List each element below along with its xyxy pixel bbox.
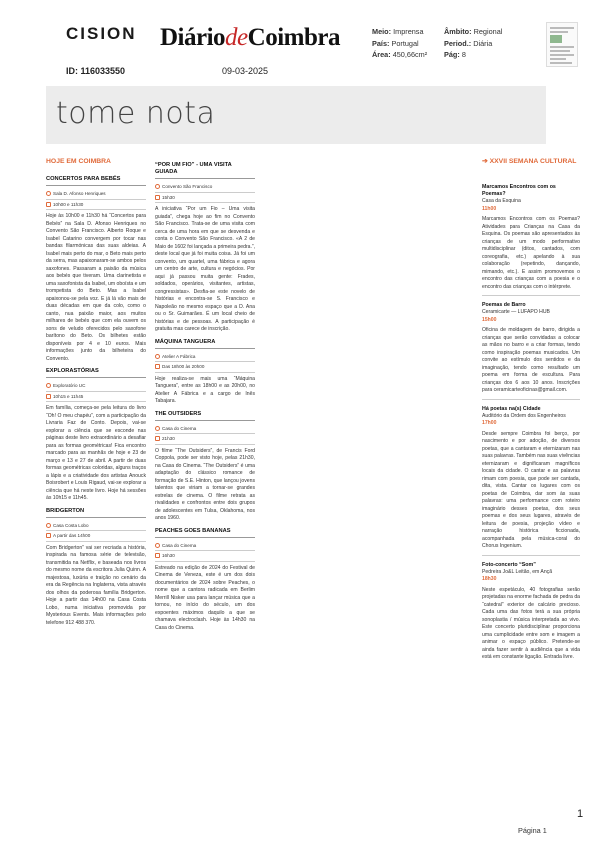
event-info [46,381,146,402]
article-body: Estreado na edição de 2024 do Festival de Cinema de Veneza, este é um dos dois documentários de 2024 sobre Peaches, o nome que a cantora radicada em Berlim Merrill Nisker usa para lançar música que a tornou, no início do século, um dos expoentes máximos daquilo a que se chamava electroclash. Hoje às 14h30 na Casa do Cinema. [155,564,255,631]
place: Exploratório UC [53,383,86,388]
clock-icon [46,202,51,207]
time: 16h30 [162,553,175,558]
place-row [155,182,255,193]
place: Casa Costa Lobo [53,522,89,528]
place-row [46,521,146,532]
clock-icon [155,553,160,558]
section-heading: THE OUTSIDERS [155,411,255,421]
event-info [155,182,255,203]
ambito-label: Âmbito: [444,27,472,36]
clock-icon [46,533,51,538]
divider [482,399,580,400]
article-body: Hoje realiza-se mais uma “Máquina Tanguera”, entre as 18h00 e as 20h00, no Atelier A Fábrica e a cargo de Inês Tabajara. [155,375,255,404]
time-row [46,200,146,211]
column-3-heading-area [482,158,592,166]
time: Das 18h00 às 20h00 [162,364,205,369]
place: Casa do Cinema [162,425,197,431]
location-pin-icon [155,184,160,189]
time: 10h15 e 11h45 [53,393,84,399]
location-pin-icon [155,543,160,548]
event-info [46,189,146,210]
area-label: Área: [372,50,391,59]
page-thumbnail [546,22,578,67]
masthead-part-2: de [225,24,248,51]
column-heading: HOJE EM COIMBRA [46,158,111,165]
newspaper-masthead [160,24,340,52]
pag-value: 8 [461,50,466,59]
clock-icon [155,195,160,200]
event-time: 15h00 [482,316,497,323]
time-row [155,362,255,373]
meta-block-right [444,26,502,61]
place-row [46,381,146,392]
time-row [46,531,146,542]
column-1 [46,158,146,627]
event-body: Oficina de moldagem de barro, dirigida a crianças que serão convidadas a colocar as mãos no barro e a criar formas, tendo como inspiração poemas musicados. Um convite ao estímulo dos sentidos e da imaginação, tendo como resultado um poema em forma de escultura. Para crianças dos 6 aos 10 anos. Inscrições para ceramicarteoficinas@gmail.com. [482,327,580,393]
place: Casa do Cinema [162,542,197,548]
time: 21h30 [162,436,175,441]
clock-icon [155,436,160,441]
meta-block-left [372,26,427,61]
place-row [155,424,255,435]
masthead-part-1: Diário [160,24,226,51]
column-heading-text: XXVII SEMANA CULTURAL [489,158,577,165]
column-heading [482,158,592,166]
article-body: Em família, começa-se pela leitura do livro “Oh! O meu chapéu”, com a participação da Livraria Faz de Conto. Depois, vai-se explorar a ciência que se esconde nas páginas deste livro extraordinário a desafiar para as formas geométricas! Fica encontro marcado para as manhãs de hoje e 23 de março e 13 e 27 de abril. A partir de duas formas geométricas coloridas, alguns traços a lápis e a criatividade dos artistas Anouck Boisrobert e Louis Rigaud, vai-se explorar a ciência que há neste livro. Hoje há sessões às 10h15 e 11h45. [46,405,146,501]
time-row [155,193,255,204]
time: A partir das 14h00 [53,533,91,538]
column-2 [155,158,255,632]
masthead-part-3: Coimbra [247,24,340,51]
location-pin-icon [46,191,51,196]
event-venue: Casa da Esquina [482,198,521,204]
article-body: A iniciativa “Por um Fio – Uma visita guiada”, chega hoje ao fim no Convento São Francisco. Trata-se de uma visita com cerca de uma hora em que se desvenda e conta o Convento São Francisco. «A 2 de Maio de 1602 foi lançada a primeira pedra.”, destе local que já foi muita coisa. Já foi um convento, um quartel, uma fábrica e agora um centro de arte, cultura e negócios. Por aqui já passou muita gente: Frades, soldados, operários, visitantes, artistas, congressistas». Desfia-se este novelo de histórias e encontra-se S. Francisco e Napoleão no mesmo espaço que a D. Ana ou o Sr. Guimarães. É um local cheio de histórias e de pessoas. A participação é gratuita mas carece de inscrição. [155,206,255,332]
place-row [155,352,255,363]
article-body: O filme “The Outsiders”, de Francis Ford Coppola, pode ser visto hoje, pelas 21h30, na Casa do Cinema. “The Outsiders” é uma adaptação do clássico romance de formação de S.E. Hinton, que lançou jovens talentos que viriam a tornar-se grandes estrelas de cinema. O filme retrata as rivalidades e confrontos entre dois grupos de adolescentes em Tulsa, Oklahoma, nos anos 1960. [155,447,255,521]
event-time: 11h00 [482,205,497,212]
event-body: Marcamos Encontros com os Poemas? Atividades para Crianças na Casa da Esquina. Os poemas são apresentados às crianças de um modo performativo multidisciplinar (ditos, cantados, com coreografia, etc.) apelando à sua colaboração (repetindo, dançando, mimando, etc.). E assim promovemos o encontro das crianças com a poesia e o encontro das crianças com o intérprete. [482,216,580,290]
location-pin-icon [46,523,51,528]
section-heading: “POR UM FIO” - UMA VISITA GUIADA [155,162,255,179]
event-info [155,541,255,562]
place-row [46,189,146,200]
arrow-right-icon: ➔ [482,158,488,165]
location-pin-icon [155,354,160,359]
time-row [46,392,146,403]
pais-label: País: [372,38,390,48]
section-heading: MÁQUINA TANGUERA [155,339,255,349]
place: Convento São Francisco [162,184,213,189]
event-info [155,424,255,445]
article-body: Com Bridgerton” vai ser recriada a história, inspirada na famosa série de televisão, transmitida na Netflix, e baseada nos livros do mesmo nome da escritora Julia Quinn. A majestosa, luxúria e traição no cenário da era da Regência na Inglaterra, vista através dos olhos da poderosa família Bridgerton. Hoje a partir das 14h00 na Casa Costa Lobo, numa iniciativa promovida por Mysterious Events. Mais informações pelo telefone 912 488 370. [46,544,146,626]
divider [482,555,580,556]
column-3 [482,184,580,662]
period-value: Diária [473,38,493,48]
place: Sala D. Afonso Henriques [53,191,106,196]
area-value: 450,66cm² [392,50,428,59]
time: 10h00 e 11h30 [53,201,84,207]
cision-logo: CISION [66,24,137,43]
page-number: 1 [577,808,584,820]
event-body: Neste espetáculo, 40 fotografias serão projetadas na enorme fachada de pedra da “catedral” exterior de calcário precioso. Cada uma das fotos terá a sua própria sonoplastia / música interpretada ao vivo. Este concerto pluridisciplinar proporciona uma cumplicidade entre som e imagem a animar o espaço público. Pretende-se ainda fazer sentir à audiência que a vida está em constante ligação. Entrada livre. [482,586,580,660]
section-heading: BRIDGERTON [46,508,146,518]
section-title: tome nota [56,96,216,131]
time-row [155,551,255,562]
event-title: Foto-concerto “Som” [482,561,536,568]
clipping-date: 09-03-2025 [222,66,269,76]
divider [482,295,580,296]
section-band [46,86,546,144]
period-label: Period.: [444,38,472,48]
section-heading: PEACHES GOES BANANAS [155,528,255,538]
event-title: Poemas de Barro [482,302,526,308]
event-info [46,521,146,542]
clock-icon [46,394,51,399]
location-pin-icon [46,383,51,388]
id-label: ID: [66,66,78,76]
event-body: Desde sempre Coimbra foi berço, por nascimento e por adoção, de diversos poetas, que a cantaram e eternizaram nas suas palavras. Também nas suas vivências eternizaram e dignificaram magníficos locais da cidade. O cantar e as palavras rimam com poesia, que pode ser cantada, dita, vista. Cantar os lugares com os poetas de Coimbra, dar som às suas palavras: uma performance com roteiro imaginário desses poetas, dos seus poemas e dos seus lugares, através de leitura de poesia, projeção vídeo e narração histórica ficcionada, acompanhada pela música-coral do Chorus Ingenium. [482,430,580,549]
meio-value: Imprensa [393,27,424,36]
time: 15h30 [162,194,175,200]
pag-label: Pág: [444,50,460,59]
location-pin-icon [155,426,160,431]
event-info [155,352,255,373]
event-venue: Pedreira Jo&L Leitão, em Ançã [482,568,553,575]
time-row [155,434,255,445]
page-label: Página 1 [518,826,547,835]
clock-icon [155,364,160,369]
event-title: Marcamos Encontros com os Poemas? [482,184,556,197]
meio-label: Meio: [372,27,392,36]
pais-value: Portugal [391,38,419,48]
clipping-id [66,66,125,76]
place-row [155,541,255,552]
place: Atelier A Fábrica [162,353,196,359]
ambito-value: Regional [473,27,503,36]
event-time: 18h30 [482,576,497,582]
event-venue: Auditório da Ordem dos Engenheiros [482,412,566,419]
event-title: Há poetas na(s) Cidade [482,405,541,412]
event-time: 17h00 [482,420,497,426]
section-heading: EXPLORASTÓRIAS [46,368,146,378]
id-value: 116033550 [80,66,126,76]
section-heading: CONCERTOS PARA BEBÉS [46,176,146,186]
article-body: Hoje às 10h00 e 11h30 há “Concertos para Bebés” na Sala D. Afonso Henriques no Convento São Francisco. Alberto Roque e Isabel Catarino convergem por tocar nas bandas filarmónicas das suas aldeias. A Isabel mais perto do mar, o Beto mais perto da serra, mas apaixonaram-se ambos pelos saxofones. Passaram a paixão da música aos bebés que tiveram. Uma clarinetista e uma saxofonista da Isabel, um oboísta e um trompetista do Beto. Mas a Isabel apaixonou-se pela voz. E já lá vão mais de duas décadas em que da colo, como o canto, nua paixão maior, aos muitos milhares de bebés que com ela ouvem os sons de veludo oferecidos pelo saxofone barítono do Beto. Os bilhetes estão disponíveis por 4 e 10 euros. Mais informações junto da bilheteira do Convento. [46,213,146,362]
event-venue: Ceramicarte — LUFAPO HUB [482,309,550,315]
